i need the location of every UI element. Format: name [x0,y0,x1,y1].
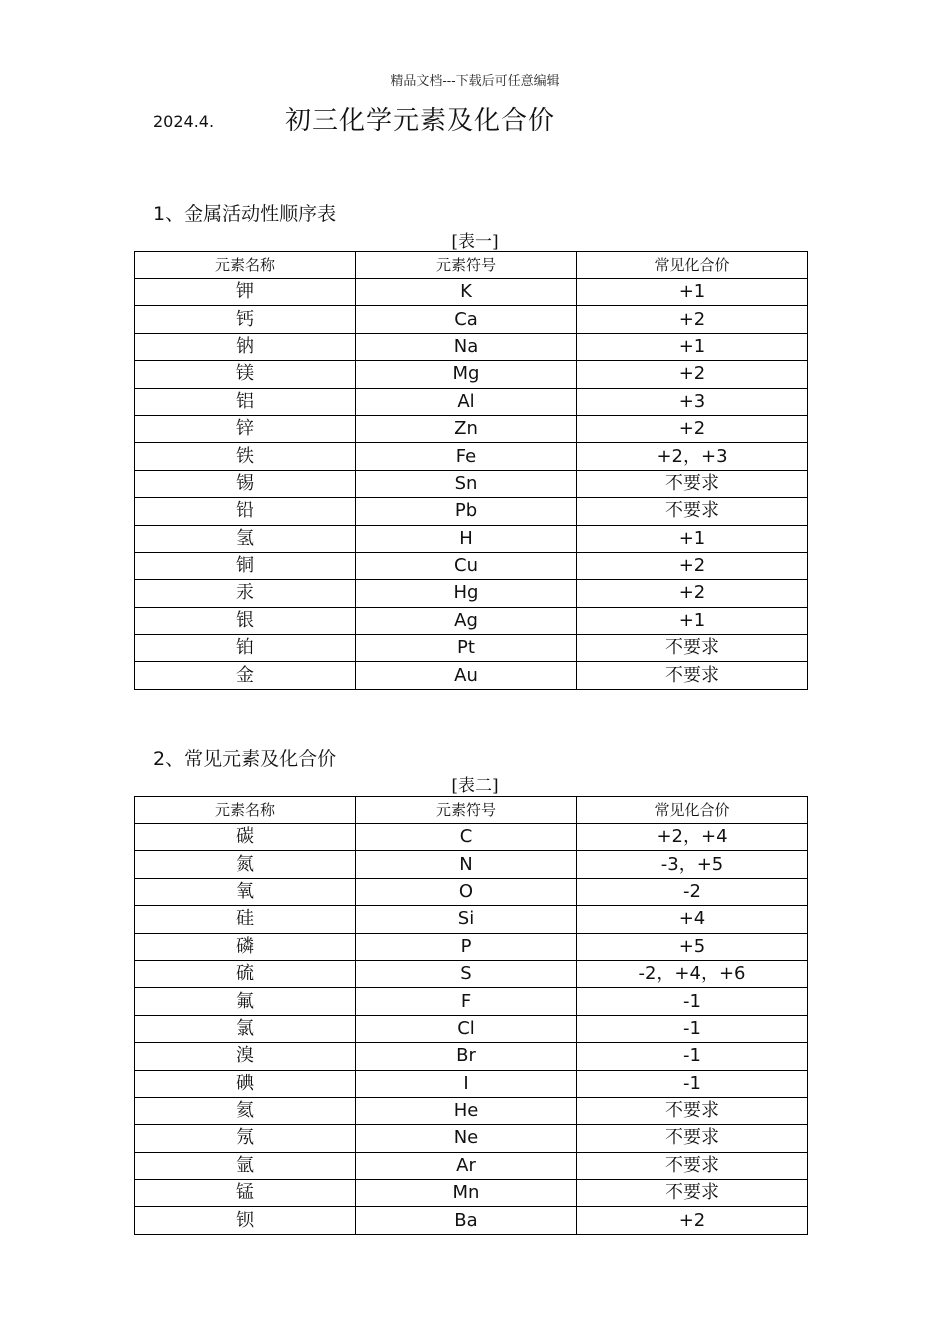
valence-cell: -1 [577,1015,808,1042]
column-header-valence: 常见化合价 [577,797,808,824]
table-row [135,607,808,634]
element-symbol-cell: Br [356,1043,577,1070]
element-name-cell: 铁 [135,443,356,470]
valence-cell: +2 [577,415,808,442]
element-symbol-cell: He [356,1097,577,1124]
element-symbol-cell: I [356,1070,577,1097]
element-name-cell: 氩 [135,1152,356,1179]
table-row [135,498,808,525]
column-header-element-symbol: 元素符号 [356,797,577,824]
element-name-cell: 氢 [135,525,356,552]
valence-cell: 不要求 [577,498,808,525]
table-row [135,279,808,306]
valence-cell: +5 [577,933,808,960]
element-symbol-cell: K [356,279,577,306]
valence-cell: +2 [577,580,808,607]
table-row [135,306,808,333]
valence-cell: +1 [577,607,808,634]
table-header-row [135,252,808,279]
element-symbol-cell: Cl [356,1015,577,1042]
valence-cell: +2 [577,306,808,333]
section-heading-common-elements: 2、常见元素及化合价 [153,748,337,770]
valence-cell: 不要求 [577,470,808,497]
table-row [135,988,808,1015]
element-name-cell: 钙 [135,306,356,333]
valence-cell: 不要求 [577,1180,808,1207]
table-row [135,1152,808,1179]
element-name-cell: 银 [135,607,356,634]
element-symbol-cell: N [356,851,577,878]
element-name-cell: 硫 [135,960,356,987]
element-name-cell: 铝 [135,388,356,415]
valence-cell: -1 [577,988,808,1015]
element-name-cell: 锰 [135,1180,356,1207]
column-header-element-name: 元素名称 [135,252,356,279]
element-name-cell: 镁 [135,361,356,388]
table-row [135,580,808,607]
element-symbol-cell: Fe [356,443,577,470]
element-symbol-cell: Sn [356,470,577,497]
table-row [135,851,808,878]
valence-cell: +1 [577,279,808,306]
valence-cell: 不要求 [577,1125,808,1152]
table-row [135,470,808,497]
element-symbol-cell: C [356,824,577,851]
table-row [135,906,808,933]
section-heading-metal-activity: 1、金属活动性顺序表 [153,203,337,225]
element-name-cell: 汞 [135,580,356,607]
element-name-cell: 氯 [135,1015,356,1042]
element-symbol-cell: Ne [356,1125,577,1152]
element-symbol-cell: Mg [356,361,577,388]
element-symbol-cell: Pb [356,498,577,525]
table-row [135,933,808,960]
metal-activity-table [134,251,808,690]
valence-cell: -2 [577,878,808,905]
table-row [135,635,808,662]
element-name-cell: 钡 [135,1207,356,1234]
valence-cell: +2 [577,552,808,579]
valence-cell: 不要求 [577,1097,808,1124]
element-name-cell: 溴 [135,1043,356,1070]
element-symbol-cell: H [356,525,577,552]
element-name-cell: 氦 [135,1097,356,1124]
element-name-cell: 锌 [135,415,356,442]
document-date: 2024.4. [153,112,215,131]
element-name-cell: 碳 [135,824,356,851]
valence-cell: +1 [577,525,808,552]
table-row [135,878,808,905]
table-caption-1: [表一] [451,232,499,252]
element-symbol-cell: Au [356,662,577,689]
table-row [135,1015,808,1042]
valence-cell: +2 [577,361,808,388]
element-symbol-cell: Zn [356,415,577,442]
header-note: 精品文档---下载后可任意编辑 [390,74,560,89]
element-symbol-cell: Al [356,388,577,415]
element-name-cell: 氟 [135,988,356,1015]
table-row [135,1097,808,1124]
valence-cell: -2，+4，+6 [577,960,808,987]
valence-cell: +3 [577,388,808,415]
valence-cell: +2，+3 [577,443,808,470]
table-row [135,552,808,579]
element-symbol-cell: Cu [356,552,577,579]
element-name-cell: 磷 [135,933,356,960]
table-row [135,662,808,689]
element-name-cell: 碘 [135,1070,356,1097]
element-symbol-cell: Ba [356,1207,577,1234]
element-name-cell: 钠 [135,333,356,360]
table-row [135,443,808,470]
column-header-valence: 常见化合价 [577,252,808,279]
table-row [135,1043,808,1070]
element-symbol-cell: Ag [356,607,577,634]
element-name-cell: 锡 [135,470,356,497]
table-row [135,525,808,552]
element-symbol-cell: Ar [356,1152,577,1179]
valence-cell: -1 [577,1070,808,1097]
element-symbol-cell: Na [356,333,577,360]
element-symbol-cell: Ca [356,306,577,333]
table-row [135,1180,808,1207]
valence-cell: +4 [577,906,808,933]
table-row [135,415,808,442]
element-name-cell: 铜 [135,552,356,579]
table-row [135,333,808,360]
valence-cell: -1 [577,1043,808,1070]
element-name-cell: 氖 [135,1125,356,1152]
element-symbol-cell: S [356,960,577,987]
valence-cell: +2 [577,1207,808,1234]
element-name-cell: 铂 [135,635,356,662]
column-header-element-symbol: 元素符号 [356,252,577,279]
element-name-cell: 氮 [135,851,356,878]
element-name-cell: 氧 [135,878,356,905]
common-elements-table [134,796,808,1235]
table-row [135,361,808,388]
element-symbol-cell: O [356,878,577,905]
valence-cell: 不要求 [577,662,808,689]
element-symbol-cell: F [356,988,577,1015]
element-name-cell: 硅 [135,906,356,933]
column-header-element-name: 元素名称 [135,797,356,824]
valence-cell: -3，+5 [577,851,808,878]
valence-cell: +1 [577,333,808,360]
element-name-cell: 金 [135,662,356,689]
element-symbol-cell: P [356,933,577,960]
table-row [135,960,808,987]
table-row [135,1070,808,1097]
element-symbol-cell: Hg [356,580,577,607]
valence-cell: 不要求 [577,635,808,662]
valence-cell: +2，+4 [577,824,808,851]
element-symbol-cell: Si [356,906,577,933]
element-symbol-cell: Mn [356,1180,577,1207]
table-header-row [135,797,808,824]
table-row [135,1125,808,1152]
page-title: 初三化学元素及化合价 [285,106,556,136]
valence-cell: 不要求 [577,1152,808,1179]
element-name-cell: 钾 [135,279,356,306]
table-caption-2: [表二] [451,776,499,796]
table-row [135,824,808,851]
table-row [135,388,808,415]
element-name-cell: 铅 [135,498,356,525]
table-row [135,1207,808,1234]
element-symbol-cell: Pt [356,635,577,662]
